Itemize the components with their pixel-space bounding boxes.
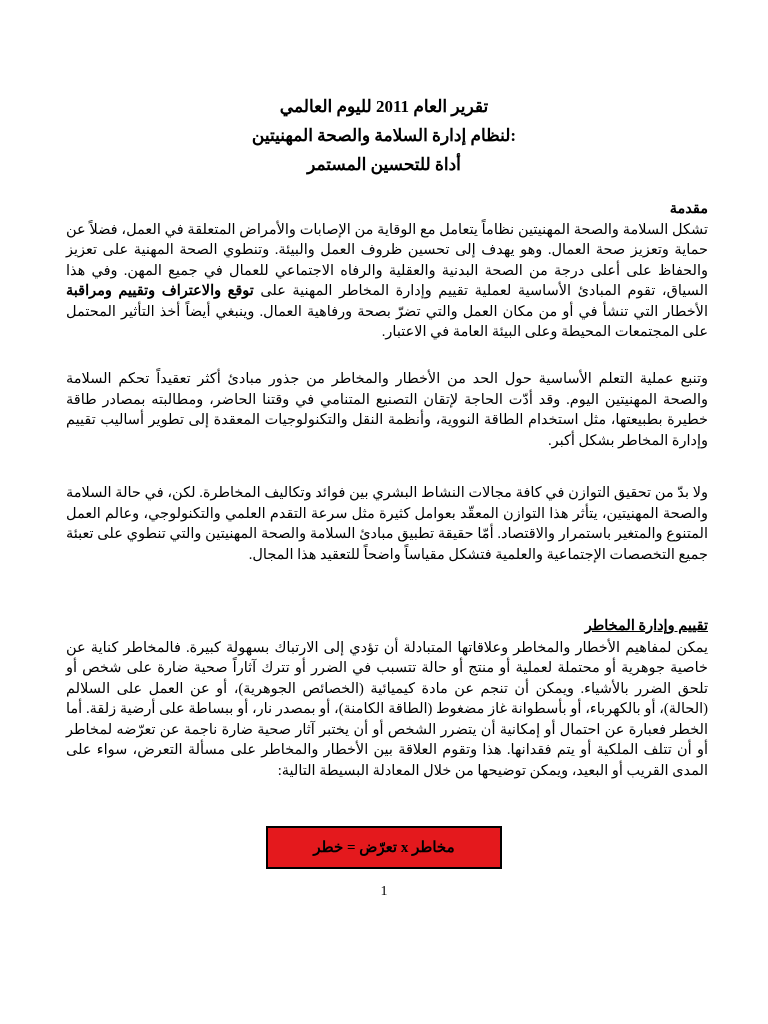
intro-heading: مقدمة	[669, 201, 708, 217]
equation-box	[266, 826, 502, 869]
intro-text-end: الأخطار التي تنشأ في أو من مكان العمل والتي تضرّ بصحة ورفاهية العمال. وينبغي أيضاً أخذ التأثير المحتمل على المجتمعات المحيطة وعلى البيئة العامة في الاعتبار.	[66, 303, 708, 340]
title-line-3: أداة للتحسين المستمر	[307, 155, 461, 174]
risk-section	[66, 616, 708, 781]
risk-heading: تقييم وإدارة المخاطر	[584, 618, 708, 634]
paragraph-2	[66, 369, 708, 451]
paragraph-3-text: ولا بدّ من تحقيق التوازن في كافة مجالات النشاط البشري بين فوائد وتكاليف المخاطرة. لكن، في حالة السلامة والصحة المهنيتين، يتأثر هذا التوازن المعقّد بعوامل كثيرة مثل سرعة التقدم العلمي والتكنولوجي، وعالم العمل المتنوع والمتغير باستمرار والاقتصاد. أمّا حقيقة تطبيق مبادئ السلامة والصحة المهنيتين والتي تنطوي على تعبئة جميع التخصصات الإجتماعية والعلمية فتشكل مقياساً واضحاً للتعقيد هذا المجال.	[66, 485, 708, 563]
equation-text: مخاطر x تعرّض = خطر	[313, 840, 455, 856]
title-line-2: لنظام إدارة السلامة والصحة المهنيتين:	[251, 126, 517, 145]
intro-bold-text: توقع والاعتراف وتقييم ومراقبة	[66, 283, 254, 299]
intro-paragraph	[66, 220, 708, 343]
page-number: 1	[380, 884, 388, 899]
document-title	[80, 92, 688, 179]
paragraph-2-text: وتنبع عملية التعلم الأساسية حول الحد من الأخطار والمخاطر من جذور مبادئ أكثر تعقيداً تحكم السلامة والصحة المهنيتين اليوم. وقد أدّت الحاجة لإتقان التصنيع المتنامي في وقتنا الحاضر، ومطالبته بمصادر طاقة خطيرة بطبيعتها، مثل استخدام الطاقة النووية، وأنظمة النقل والتكنولوجيات المعقدة إلى تطوير أساليب تقييم وإدارة المخاطر بشكل أكبر.	[66, 371, 708, 449]
intro-section	[66, 199, 708, 343]
intro-text: تشكل السلامة والصحة المهنيتين نظاماً يتعامل مع الوقاية من الإصابات والأمراض المتعلقة في العمل، فضلاً عن حماية وتعزيز صحة العمال. وهو يهدف إلى تحسين ظروف العمل والبيئة. وتنطوي الصحة المهنية على تعزيز والحفاظ على أعلى درجة من الصحة البدنية والعقلية والرفاه الاجتماعي للعمال في جميع المهن. وفي هذا السياق، تقوم المبادئ الأساسية لعملية تقييم وإدارة المخاطر المهنية على	[66, 221, 708, 299]
risk-paragraph: يمكن لمفاهيم الأخطار والمخاطر وعلاقاتها المتبادلة أن تؤدي إلى الارتباك بسهولة كبيرة. فالمخاطر كناية عن خاصية جوهرية أو محتملة لعملية أو منتج أو حالة تتسبب في الضرر أو تترك آثاراً صحية ضارة على شخص أو تلحق الضرر بالأشياء. ويمكن أن تنجم عن مادة كيميائية (الخصائص الجوهرية)، أو عن العمل على السلالم (الحالة)، أو بالكهرباء، أو بأسطوانة غاز مضغوط (الطاقة الكامنة)، أو بمصدر نار، أو ببساطة على أرضية زلقة. أما الخطر فعبارة عن احتمال أو إمكانية أن يتضرر الشخص أو أن يختبر آثار صحية ضارة ناجمة عن تعرّضه لمخاطر أو أن تتلف الملكية أو يتم فقدانها. هذا وتقوم العلاقة بين الأخطار والمخاطر على مسألة التعرض، سواء على المدى القريب أو البعيد، ويمكن توضيحها من خلال المعادلة البسيطة التالية:	[66, 639, 708, 779]
title-line-1: تقرير العام 2011 لليوم العالمي	[279, 97, 489, 116]
paragraph-3	[66, 483, 708, 565]
